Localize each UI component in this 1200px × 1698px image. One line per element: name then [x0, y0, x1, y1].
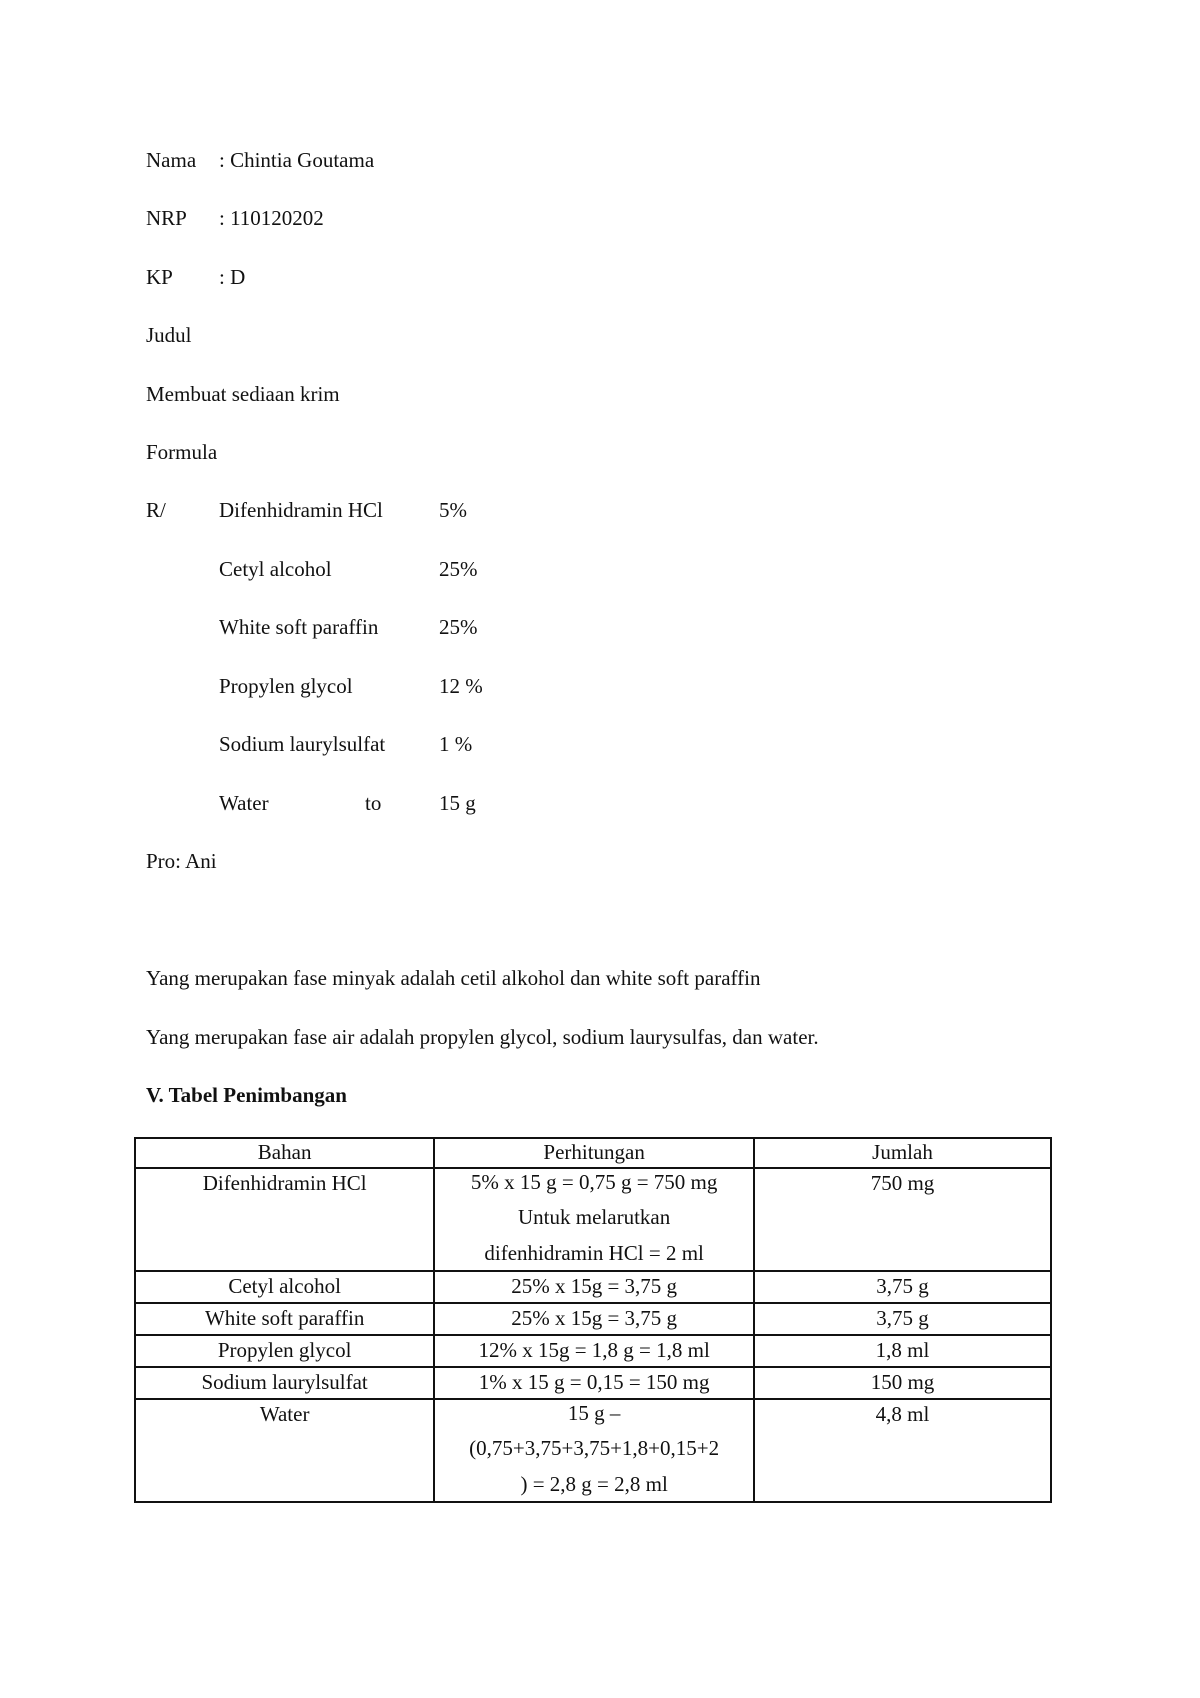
cell-bahan: Water	[135, 1399, 434, 1502]
cell-perhitungan: 1% x 15 g = 0,15 = 150 mg	[434, 1367, 754, 1399]
pro-text: Pro: Ani	[146, 849, 217, 873]
calc-line: (0,75+3,75+3,75+1,8+0,15+2	[469, 1436, 720, 1460]
cell-perhitungan: 12% x 15g = 1,8 g = 1,8 ml	[434, 1335, 754, 1367]
fase-minyak-text: Yang merupakan fase minyak adalah cetil alkohol dan white soft paraffin	[146, 966, 761, 990]
ingredient-name: Difenhidramin HCl	[219, 498, 383, 522]
table-row	[135, 1303, 1051, 1335]
ingredient-name: Cetyl alcohol	[219, 557, 332, 581]
nrp-label: NRP	[146, 206, 187, 230]
nrp-value: : 110120202	[219, 206, 324, 230]
ingredient-qty: 1 %	[439, 732, 473, 756]
kp-value: : D	[219, 265, 246, 289]
table-row	[135, 1335, 1051, 1367]
table-row	[135, 1168, 1051, 1271]
cell-bahan: Sodium laurylsulfat	[135, 1367, 434, 1399]
col-header-jumlah: Jumlah	[754, 1138, 1051, 1168]
nama-label: Nama	[146, 148, 197, 172]
cell-perhitungan: 25% x 15g = 3,75 g	[434, 1303, 754, 1335]
cell-bahan: Propylen glycol	[135, 1335, 434, 1367]
table-title: V. Tabel Penimbangan	[146, 1083, 347, 1107]
cell-jumlah: 4,8 ml	[754, 1399, 1051, 1502]
col-header-bahan: Bahan	[135, 1138, 434, 1168]
ingredient-qty: 25%	[439, 557, 478, 581]
weighing-table	[134, 1137, 1052, 1503]
cell-perhitungan	[434, 1399, 754, 1502]
kp-label: KP	[146, 265, 173, 289]
calc-line: ) = 2,8 g = 2,8 ml	[520, 1472, 668, 1496]
cell-bahan: White soft paraffin	[135, 1303, 434, 1335]
table-header-row	[135, 1138, 1051, 1168]
ingredient-qty: 25%	[439, 615, 478, 639]
fase-air-text: Yang merupakan fase air adalah propylen glycol, sodium laurysulfas, dan water.	[146, 1025, 819, 1049]
calc-line: 5% x 15 g = 0,75 g = 750 mg	[470, 1170, 718, 1194]
ingredient-name: White soft paraffin	[219, 615, 379, 639]
ingredient-name: Sodium laurylsulfat	[219, 732, 386, 756]
cell-jumlah: 3,75 g	[754, 1303, 1051, 1335]
cell-bahan: Cetyl alcohol	[135, 1271, 434, 1303]
table-row	[135, 1367, 1051, 1399]
judul-value: Membuat sediaan krim	[146, 382, 340, 406]
ingredient-name: Water	[219, 791, 269, 815]
table-row	[135, 1399, 1051, 1502]
calc-line: 15 g –	[567, 1401, 621, 1425]
calc-line: difenhidramin HCl = 2 ml	[484, 1241, 704, 1265]
table-row	[135, 1271, 1051, 1303]
cell-bahan: Difenhidramin HCl	[135, 1168, 434, 1271]
ingredient-qty: 15 g	[439, 791, 476, 815]
col-header-perhitungan: Perhitungan	[434, 1138, 754, 1168]
judul-label: Judul	[146, 323, 192, 347]
ingredient-to: to	[365, 791, 382, 815]
cell-jumlah: 1,8 ml	[754, 1335, 1051, 1367]
ingredient-name: Propylen glycol	[219, 674, 353, 698]
ingredient-qty: 5%	[439, 498, 467, 522]
cell-perhitungan: 25% x 15g = 3,75 g	[434, 1271, 754, 1303]
cell-perhitungan	[434, 1168, 754, 1271]
calc-line: Untuk melarutkan	[518, 1205, 671, 1229]
formula-label: Formula	[146, 440, 218, 464]
recipe-prefix: R/	[146, 498, 166, 522]
cell-jumlah: 150 mg	[754, 1367, 1051, 1399]
nama-value: : Chintia Goutama	[219, 148, 375, 172]
cell-jumlah: 750 mg	[754, 1168, 1051, 1271]
ingredient-qty: 12 %	[439, 674, 483, 698]
cell-jumlah: 3,75 g	[754, 1271, 1051, 1303]
